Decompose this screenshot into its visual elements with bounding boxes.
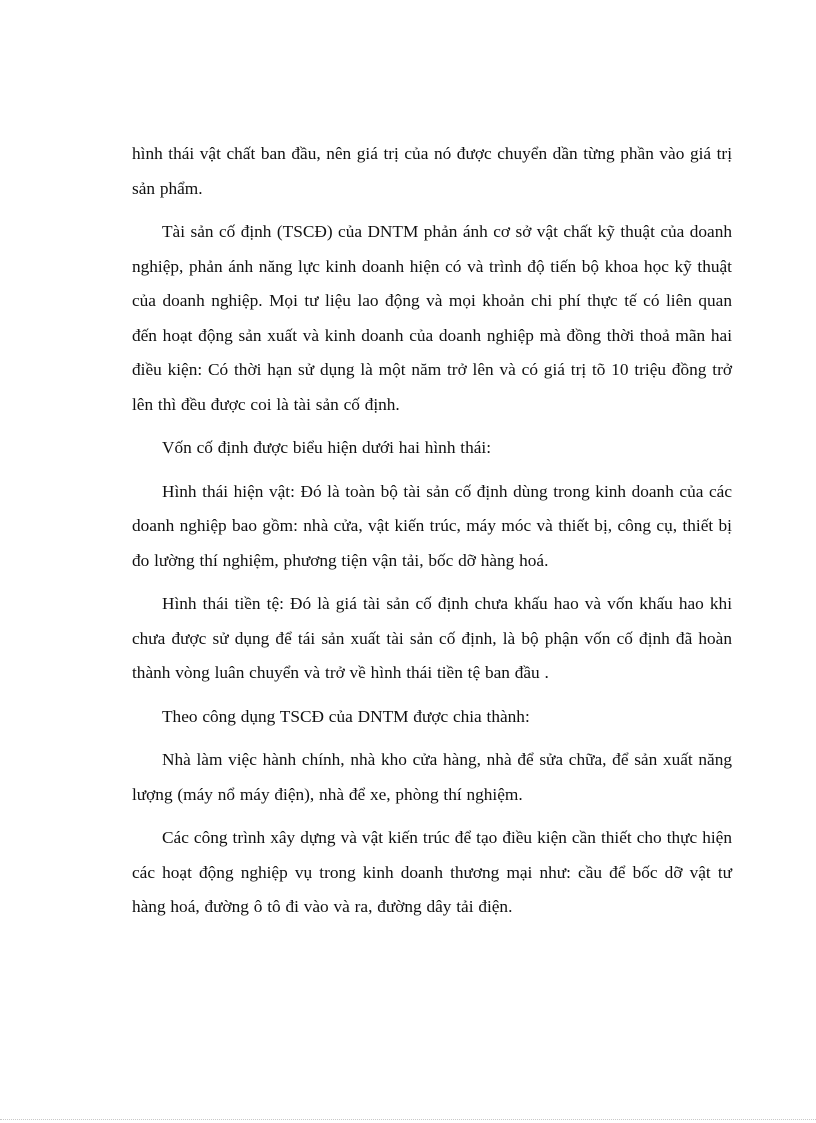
paragraph-monetary-form: Hình thái tiền tệ: Đó là giá tài sản cố định chưa khấu hao và vốn khấu hao khi chưa được sử dụng để tái sản xuất tài sản cố định, là bộ phận vốn cố định đã hoàn thành vòng luân chuyển và trở về hình thái tiền tệ ban đầu . xyxy=(132,594,732,682)
paragraph-classification-intro: Theo công dụng TSCĐ của DNTM được chia thành: xyxy=(162,706,530,726)
document-body xyxy=(132,137,732,934)
paragraph-continuation: hình thái vật chất ban đầu, nên giá trị của nó được chuyển dần từng phần vào giá trị sản phẩm. xyxy=(132,144,732,198)
paragraph-fixed-assets-definition: Tài sản cố định (TSCĐ) của DNTM phản ánh cơ sở vật chất kỹ thuật của doanh nghiệp, phản ánh năng lực kinh doanh hiện có và trình độ tiến bộ khoa học kỹ thuật của doanh nghiệp. Mọi tư liệu lao động và mọi khoản chi phí thực tế có liên quan đến hoạt động sản xuất và kinh doanh của doanh nghiệp mà đồng thời thoả mãn hai điều kiện: Có thời hạn sử dụng là một năm trở lên và có giá trị tõ 10 triệu đồng trở lên thì đều được coi là tài sản cố định. xyxy=(132,222,732,414)
paragraph-buildings: Nhà làm việc hành chính, nhà kho cửa hàng, nhà để sửa chữa, để sản xuất năng lượng (máy nổ máy điện), nhà để xe, phòng thí nghiệm. xyxy=(132,750,732,804)
paragraph-fixed-capital-forms: Vốn cố định được biểu hiện dưới hai hình thái: xyxy=(162,438,491,457)
paragraph-structures: Các công trình xây dựng và vật kiến trúc để tạo điều kiện cần thiết cho thực hiện các hoạt động nghiệp vụ trong kinh doanh thương mại như: cầu để bốc dỡ vật tư hàng hoá, đường ô tô đi vào và ra, đường dây tải điện. xyxy=(132,828,732,916)
paragraph-physical-form: Hình thái hiện vật: Đó là toàn bộ tài sản cố định dùng trong kinh doanh của các doanh nghiệp bao gồm: nhà cửa, vật kiến trúc, máy móc và thiết bị, công cụ, thiết bị đo lường thí nghiệm, phương tiện vận tải, bốc dỡ hàng hoá. xyxy=(132,481,732,570)
page-bottom-divider xyxy=(0,1119,816,1120)
